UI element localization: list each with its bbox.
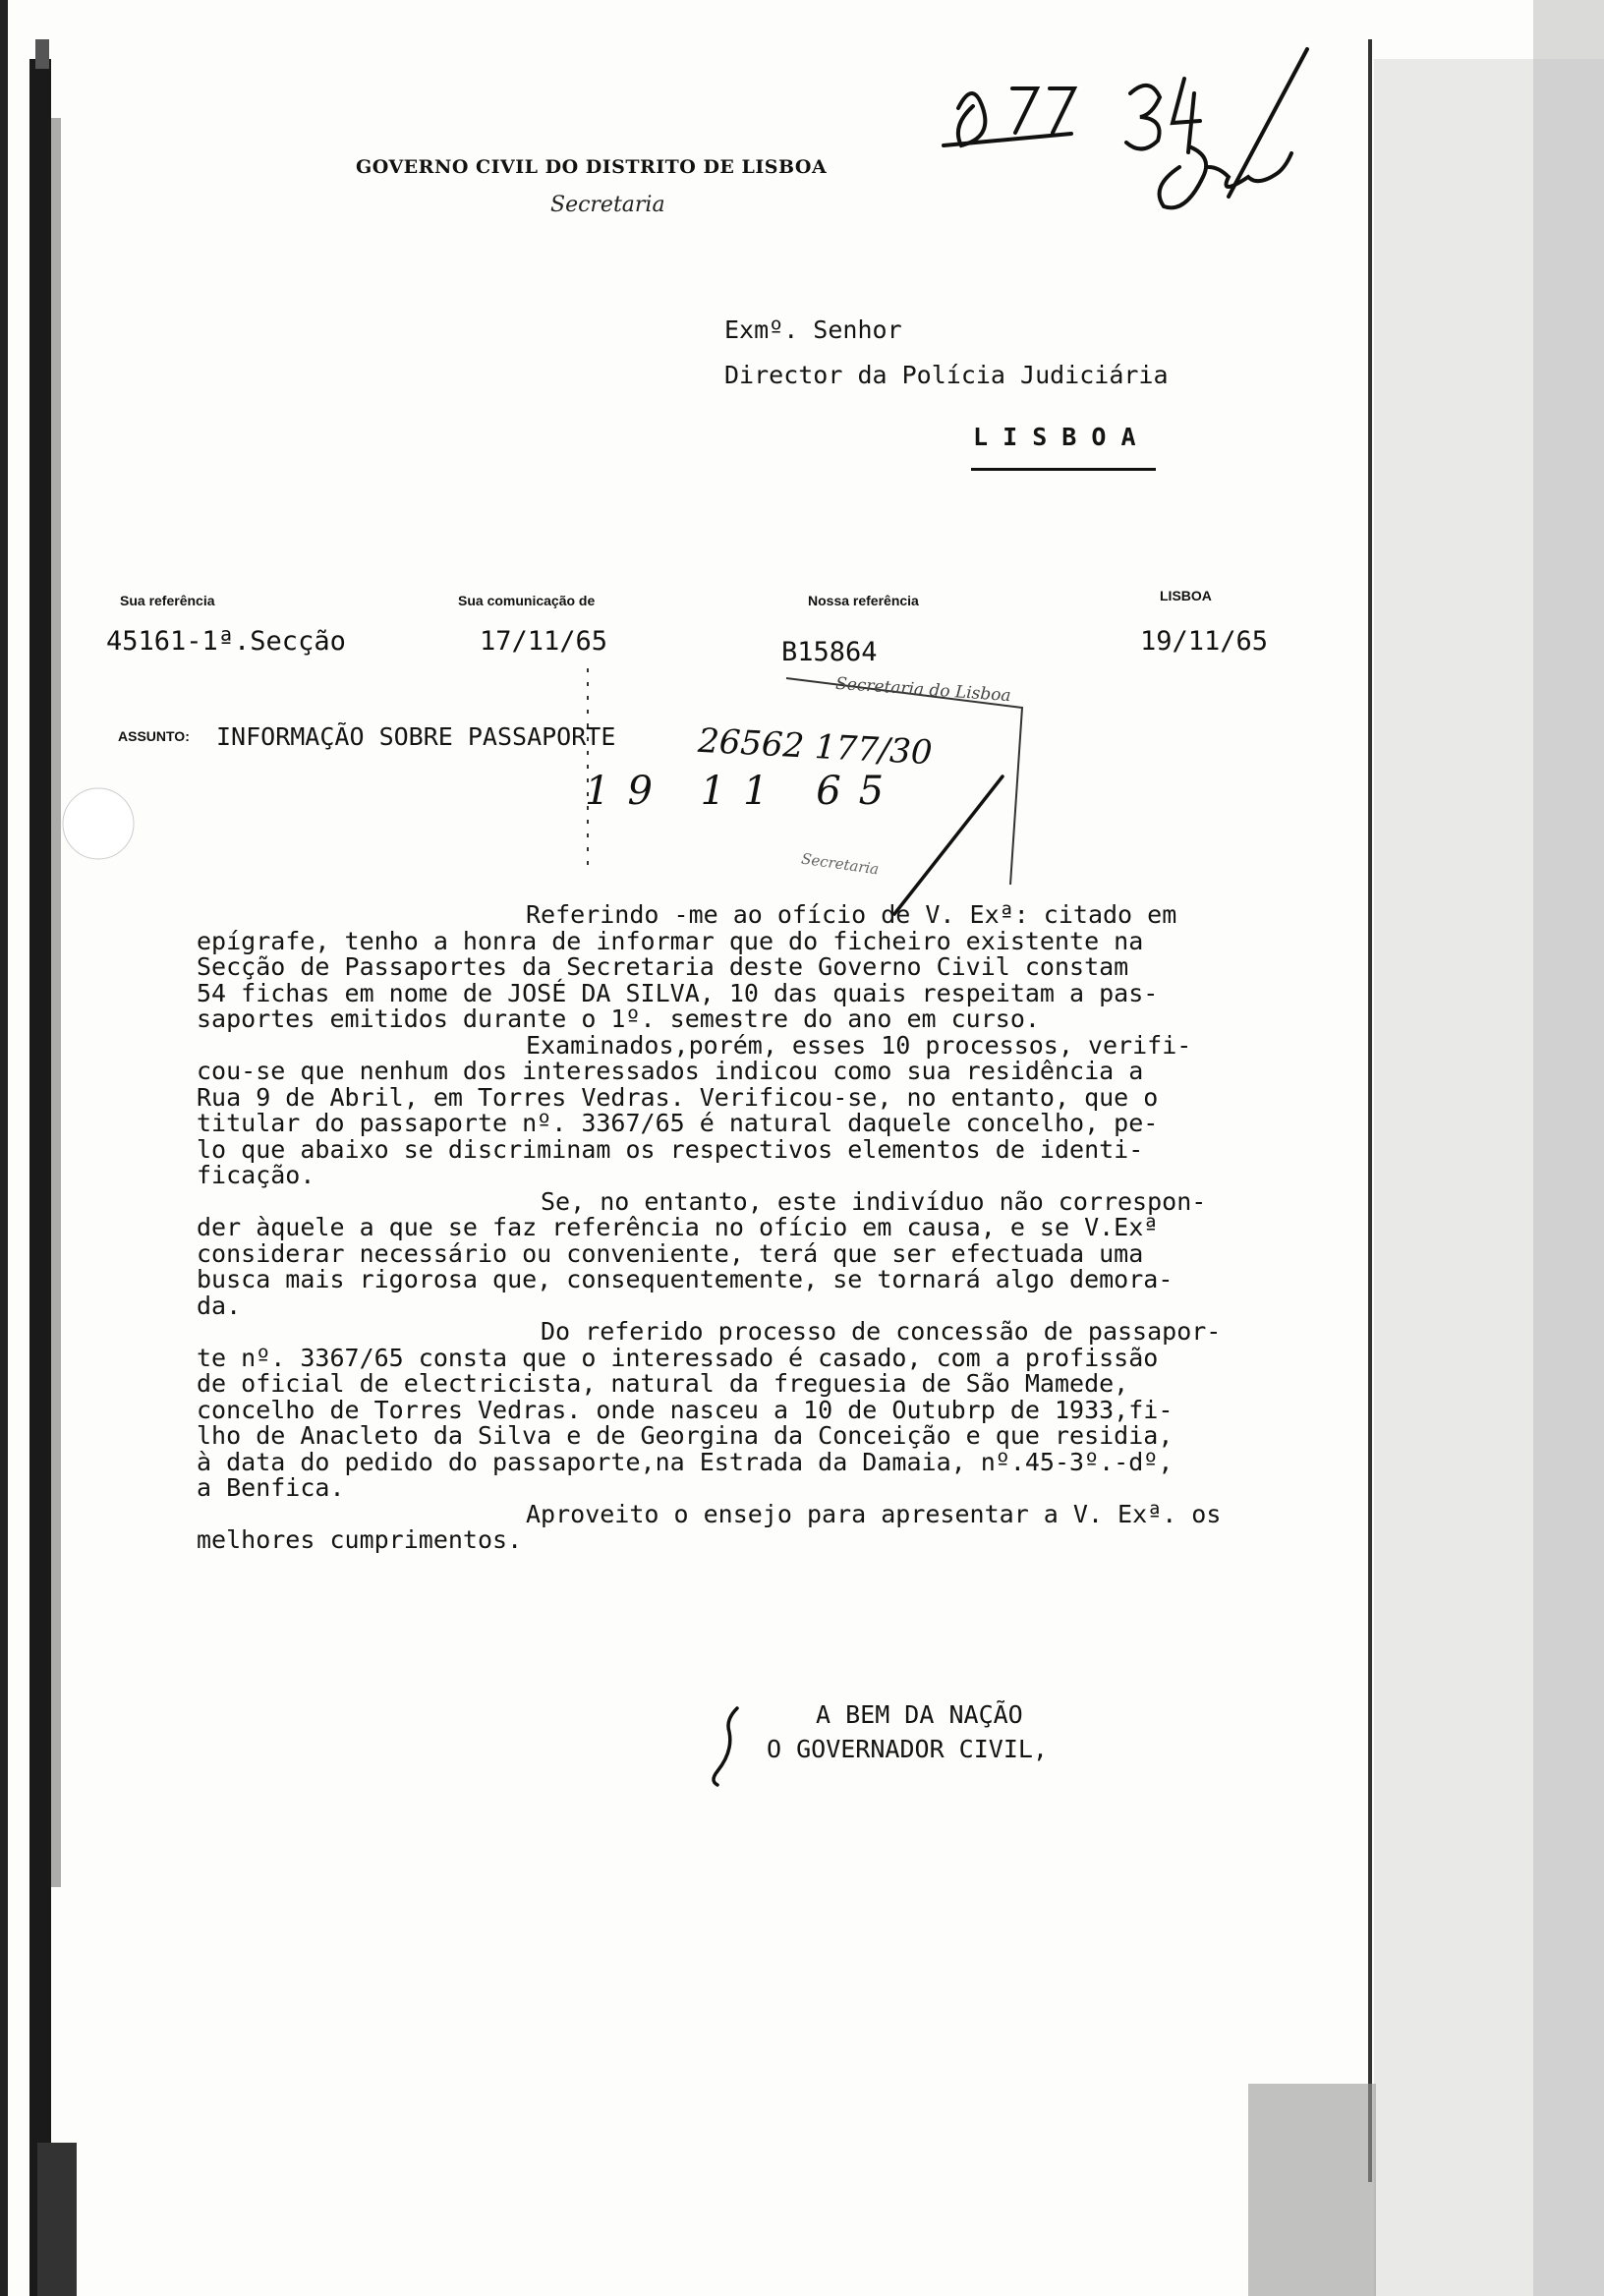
body-line: cou-se que nenhum dos interessados indicou como sua residência a: [197, 1057, 1144, 1085]
body-line: titular do passaporte nº. 3367/65 é natural daquele concelho, pe-: [197, 1109, 1159, 1137]
body-line: ficação.: [197, 1161, 315, 1189]
body-line: Referindo -me ao ofício de V. Exª: citado em: [526, 900, 1177, 929]
label-nossa-referencia: Nossa referência: [808, 593, 919, 608]
body-line: de oficial de electricista, natural da freguesia de São Mamede,: [197, 1369, 1129, 1398]
body-line: Do referido processo de concessão de passapor-: [541, 1317, 1222, 1346]
handwritten-registration-number: 26562 177/30: [697, 720, 934, 774]
closing-line-2: O GOVERNADOR CIVIL,: [767, 1735, 1048, 1763]
body-line: considerar necessário ou conveniente, terá que ser efectuada uma: [197, 1238, 1144, 1268]
body-line: Secção de Passaportes da Secretaria deste Governo Civil constam: [197, 952, 1129, 981]
value-sua-comunicacao: 17/11/65: [480, 626, 608, 657]
stamp-text-bottom: Secretaria: [800, 849, 881, 879]
subject-label: ASSUNTO:: [118, 728, 190, 744]
body-line: concelho de Torres Vedras. onde nasceu a 10 de Outubrp de 1933,fi-: [197, 1395, 1174, 1424]
body-line: Se, no entanto, este indivíduo não correspon-: [541, 1186, 1207, 1216]
value-nossa-referencia: B15864: [781, 637, 878, 667]
stamp-text-top: Secretaria do Lisboa: [834, 673, 1012, 707]
body-line: a Benfica.: [197, 1473, 345, 1502]
value-lisboa-date: 19/11/65: [1140, 626, 1269, 657]
closing-line-1: A BEM DA NAÇÃO: [816, 1700, 1023, 1729]
body-line: te nº. 3367/65 consta que o interessado é casado, com a profissão: [197, 1343, 1159, 1372]
body-line: Rua 9 de Abril, em Torres Vedras. Verificou-se, no entanto, que o: [197, 1082, 1159, 1112]
value-sua-referencia: 45161-1ª.Secção: [106, 626, 346, 657]
body-line: Examinados,porém, esses 10 processos, verifi-: [526, 1030, 1192, 1060]
body-line: 54 fichas em nome de JOSÉ DA SILVA, 10 das quais respeitam a pas-: [197, 978, 1159, 1007]
body-line: Aproveito o ensejo para apresentar a V. Exª. os: [526, 1499, 1222, 1528]
addressee-city: L I S B O A: [973, 423, 1136, 451]
body-line: saportes emitidos durante o 1º. semestre do ano em curso.: [197, 1004, 1040, 1033]
body-line: à data do pedido do passaporte,na Estrada da Damaia, nº.45-3º.-dº,: [197, 1447, 1174, 1476]
body-line: lo que abaixo se discriminam os respectivos elementos de identi-: [197, 1134, 1144, 1164]
addressee-salutation: Exmº. Senhor: [724, 316, 902, 344]
body-line: da.: [197, 1291, 242, 1320]
body-line: melhores cumprimentos.: [197, 1525, 523, 1554]
body-line: busca mais rigorosa que, consequentemente, se tornará algo demora-: [197, 1265, 1174, 1293]
subject-text: INFORMAÇÃO SOBRE PASSAPORTE: [216, 722, 616, 751]
label-sua-comunicacao: Sua comunicação de: [458, 593, 596, 608]
letterhead-department: Secretaria: [550, 193, 665, 217]
body-line: der àquele a que se faz referência no ofício em causa, e se V.Exª: [197, 1213, 1159, 1241]
label-lisboa: LISBOA: [1160, 588, 1212, 603]
body-line: lho de Anacleto da Silva e de Georgina da Conceição e que residia,: [197, 1421, 1174, 1450]
addressee-title: Director da Polícia Judiciária: [724, 361, 1169, 389]
letterhead-office: GOVERNO CIVIL DO DISTRITO DE LISBOA: [356, 156, 828, 178]
handwritten-registration-date: 19 11 65: [585, 769, 902, 814]
body-line: epígrafe, tenho a honra de informar que do ficheiro existente na: [197, 926, 1144, 955]
label-sua-referencia: Sua referência: [120, 593, 215, 608]
